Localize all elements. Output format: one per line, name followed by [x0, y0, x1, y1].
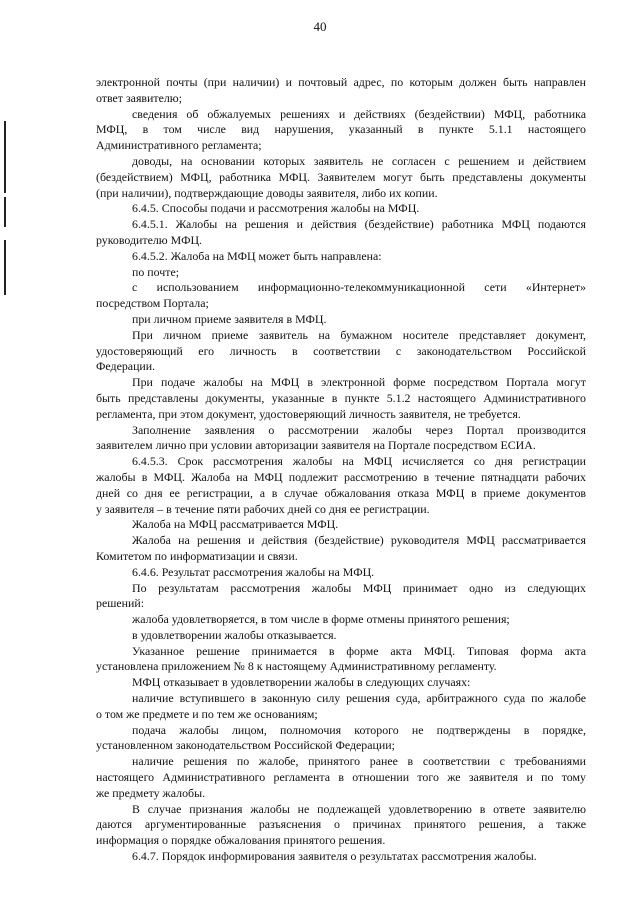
- text-line: При личном приеме заявитель на бумажном носителе представляет документ,: [132, 327, 586, 342]
- text-line: МФЦ, в том числе вид нарушения, указанный в пункте 5.1.1 настоящего: [96, 122, 586, 137]
- text-line: установлена приложением № 8 к настоящему Административному регламенту.: [96, 659, 497, 674]
- paragraph: [96, 328, 586, 375]
- text-line: информация о порядке обжалования принятого решения.: [96, 833, 386, 848]
- paragraph: [96, 581, 586, 613]
- text-line: сведения об обжалуемых решениях и действиях (бездействии) МФЦ, работника: [132, 106, 586, 121]
- paragraph: [96, 691, 586, 723]
- paragraph: [96, 423, 586, 455]
- text-line: регламента, при этом документ, удостоверяющий личность заявителя, не требуется.: [96, 406, 521, 421]
- text-line: Жалоба на МФЦ рассматривается МФЦ.: [132, 517, 339, 532]
- text-line: 6.4.6. Результат рассмотрения жалобы на МФЦ.: [132, 564, 375, 579]
- text-line: жалобы в МФЦ. Жалоба на МФЦ подлежит рассмотрению в течение пятнадцати рабочих: [96, 469, 586, 484]
- text-line: Административного регламента;: [96, 138, 262, 153]
- text-line: (бездействием) МФЦ, работника МФЦ. Заявителем могут быть представлены документы: [96, 169, 586, 184]
- text-line: удостоверяющий его личность в соответствии с законодательством Российской: [96, 343, 586, 358]
- text-line: 6.4.5.1. Жалобы на решения и действия (бездействие) работника МФЦ подаются: [132, 217, 586, 232]
- text-line: 6.4.5.2. Жалоба на МФЦ может быть направлена:: [132, 248, 382, 263]
- paragraph: [96, 723, 586, 755]
- paragraph: [96, 201, 586, 217]
- text-line: Федерации.: [96, 359, 156, 374]
- document-body: [96, 75, 586, 865]
- paragraph: [96, 280, 586, 312]
- text-line: ответ заявителю;: [96, 90, 182, 105]
- scan-margin-mark: [4, 197, 6, 227]
- paragraph: [96, 107, 586, 154]
- paragraph: [96, 802, 586, 849]
- paragraph: [96, 375, 586, 422]
- text-line: дней со дня ее регистрации, а в случае обжалования отказа МФЦ в приеме документов: [96, 485, 586, 500]
- text-line: Жалоба на решения и действия (бездействие) руководителя МФЦ рассматривается: [132, 533, 586, 548]
- text-line: Комитетом по информатизации и связи.: [96, 548, 298, 563]
- text-line: Заполнение заявления о рассмотрении жалобы через Портал производится: [132, 422, 586, 437]
- paragraph: [96, 754, 586, 801]
- text-line: наличие решения по жалобе, принятого ранее в соответствии с требованиями: [132, 754, 586, 769]
- paragraph: [96, 265, 586, 281]
- paragraph: [96, 644, 586, 676]
- text-line: заявителем лично при условии авторизации заявителя на Портале посредством ЕСИА.: [96, 438, 536, 453]
- text-line: установленном законодательством Российской Федерации;: [96, 738, 395, 753]
- text-line: посредством Портала;: [96, 296, 209, 311]
- text-line: наличие вступившего в законную силу решения суда, арбитражного суда по жалобе: [132, 691, 586, 706]
- text-line: МФЦ отказывает в удовлетворении жалобы в следующих случаях:: [132, 675, 471, 690]
- text-line: При подаче жалобы на МФЦ в электронной форме посредством Портала могут: [132, 375, 586, 390]
- text-line: с использованием информационно-телекоммуникационной сети «Интернет»: [132, 280, 586, 295]
- text-line: о том же предмете и по тем же основаниям;: [96, 706, 318, 721]
- paragraph: [96, 612, 586, 628]
- text-line: 6.4.7. Порядок информирования заявителя о результатах рассмотрения жалобы.: [132, 849, 537, 864]
- paragraph: [96, 312, 586, 328]
- text-line: жалоба удовлетворяется, в том числе в форме отмены принятого решения;: [132, 612, 510, 627]
- paragraph: [96, 217, 586, 249]
- scan-margin-mark: [4, 121, 6, 193]
- paragraph: [96, 75, 586, 107]
- text-line: доводы, на основании которых заявитель не согласен с решением и действием: [132, 153, 586, 168]
- text-line: 6.4.5.3. Срок рассмотрения жалобы на МФЦ исчисляется со дня регистрации: [132, 454, 586, 469]
- text-line: решений:: [96, 596, 145, 611]
- paragraph: [96, 565, 586, 581]
- paragraph: [96, 154, 586, 201]
- text-line: у заявителя – в течение пяти рабочих дней со дня ее регистрации.: [96, 501, 430, 516]
- text-line: даются аргументированные разъяснения о причинах принятого решения, а также: [96, 817, 586, 832]
- paragraph: [96, 533, 586, 565]
- scan-margin-mark: [4, 240, 6, 295]
- text-line: В случае признания жалобы не подлежащей удовлетворению в ответе заявителю: [132, 801, 586, 816]
- text-line: в удовлетворении жалобы отказывается.: [132, 627, 337, 642]
- paragraph: [96, 517, 586, 533]
- text-line: (при наличии), подтверждающие доводы заявителя, либо их копии.: [96, 185, 438, 200]
- text-line: 6.4.5. Способы подачи и рассмотрения жалобы на МФЦ.: [132, 201, 420, 216]
- paragraph: [96, 628, 586, 644]
- text-line: по почте;: [132, 264, 180, 279]
- text-line: По результатам рассмотрения жалобы МФЦ принимает одно из следующих: [132, 580, 586, 595]
- paragraph: [96, 849, 586, 865]
- text-line: настоящего Административного регламента в отношении того же заявителя и по тому: [96, 770, 586, 785]
- page-number: 40: [313, 19, 327, 34]
- text-line: при личном приеме заявителя в МФЦ.: [132, 311, 327, 326]
- text-line: быть представлены документы, указанные в пункте 5.1.2 настоящего Административного: [96, 390, 586, 405]
- text-line: Указанное решение принимается в форме акта МФЦ. Типовая форма акта: [132, 643, 586, 658]
- text-line: же предмету жалобы.: [96, 785, 206, 800]
- text-line: электронной почты (при наличии) и почтовый адрес, по которым должен быть направлен: [96, 75, 586, 89]
- paragraph: [96, 249, 586, 265]
- paragraph: [96, 454, 586, 517]
- paragraph: [96, 675, 586, 691]
- text-line: подача жалобы лицом, полномочия которого не подтверждены в порядке,: [132, 722, 586, 737]
- text-line: руководителю МФЦ.: [96, 232, 203, 247]
